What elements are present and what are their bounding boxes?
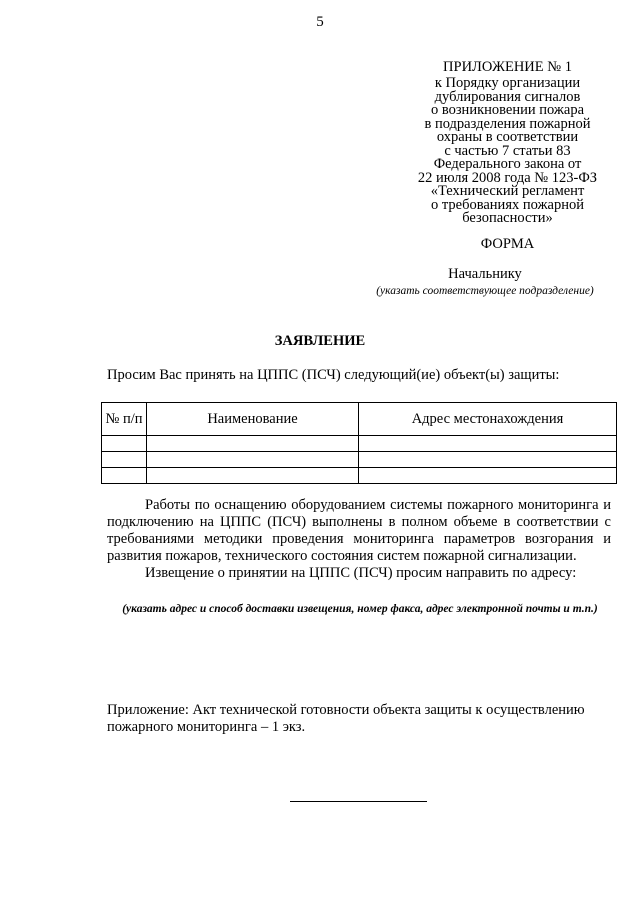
appendix-line: в подразделения пожарной: [424, 115, 591, 132]
addressee-label: Начальнику: [448, 266, 522, 282]
request-text: Просим Вас принять на ЦППС (ПСЧ) следующий(ие) объект(ы) защиты:: [107, 367, 560, 383]
table-cell: [147, 452, 359, 468]
header-number: № п/п: [102, 403, 147, 436]
appendix-line: «Технический регламент: [430, 183, 585, 199]
appendix-block: [400, 60, 615, 226]
table-cell: [102, 468, 147, 484]
address-hint: (указать адрес и способ доставки извещения, номер факса, адрес электронной почты и т.п.): [122, 603, 598, 615]
table-cell: [102, 436, 147, 452]
appendix-line: безопасности»: [462, 210, 553, 226]
objects-table: [101, 402, 617, 484]
appendix-line: с частью 7 статьи 83: [444, 142, 571, 159]
appendix-title: ПРИЛОЖЕНИЕ № 1: [443, 59, 572, 75]
table-header-row: [102, 403, 617, 436]
addressee-hint: (указать соответствующее подразделение): [376, 285, 594, 297]
appendix-line: о возникновении пожара: [430, 102, 585, 118]
page-number: 5: [316, 14, 324, 30]
addressee-block: [360, 266, 610, 300]
table-row: [102, 468, 617, 484]
form-label: ФОРМА: [480, 236, 535, 252]
table-cell: [147, 468, 359, 484]
appendix-line: о требованиях пожарной: [431, 196, 584, 213]
table-row: [102, 452, 617, 468]
appendix-line: охраны в соответствии: [436, 129, 579, 145]
table-cell: [102, 452, 147, 468]
appendix-line: дублирования сигналов: [434, 88, 581, 105]
header-address: Адрес местонахождения: [359, 403, 617, 436]
table-cell: [359, 436, 617, 452]
document-title: ЗАЯВЛЕНИЕ: [274, 333, 366, 349]
appendix-line: к Порядку организации: [434, 75, 581, 91]
signature-line: [290, 801, 427, 802]
body-text: [107, 497, 611, 582]
body-paragraph: Извещение о принятии на ЦППС (ПСЧ) просим направить по адресу:: [145, 565, 577, 581]
table-cell: [359, 452, 617, 468]
attachment-text: Приложение: Акт технической готовности объекта защиты к осуществлению пожарного мониторинга – 1 экз.: [107, 702, 585, 735]
body-paragraph: Работы по оснащению оборудованием системы пожарного мониторинга и подключению на ЦППС (ПСЧ) выполнены в полном объеме в соответствии с требованиями методики проведения мониторинга параметров возгорания и развития пожаров, технического состояния систем пожарной сигнализации.: [107, 497, 611, 564]
header-name: Наименование: [147, 403, 359, 436]
table-cell: [147, 436, 359, 452]
table-row: [102, 436, 617, 452]
appendix-line: Федерального закона от: [433, 156, 582, 172]
table-cell: [359, 468, 617, 484]
appendix-line: 22 июля 2008 года № 123-ФЗ: [417, 169, 598, 186]
